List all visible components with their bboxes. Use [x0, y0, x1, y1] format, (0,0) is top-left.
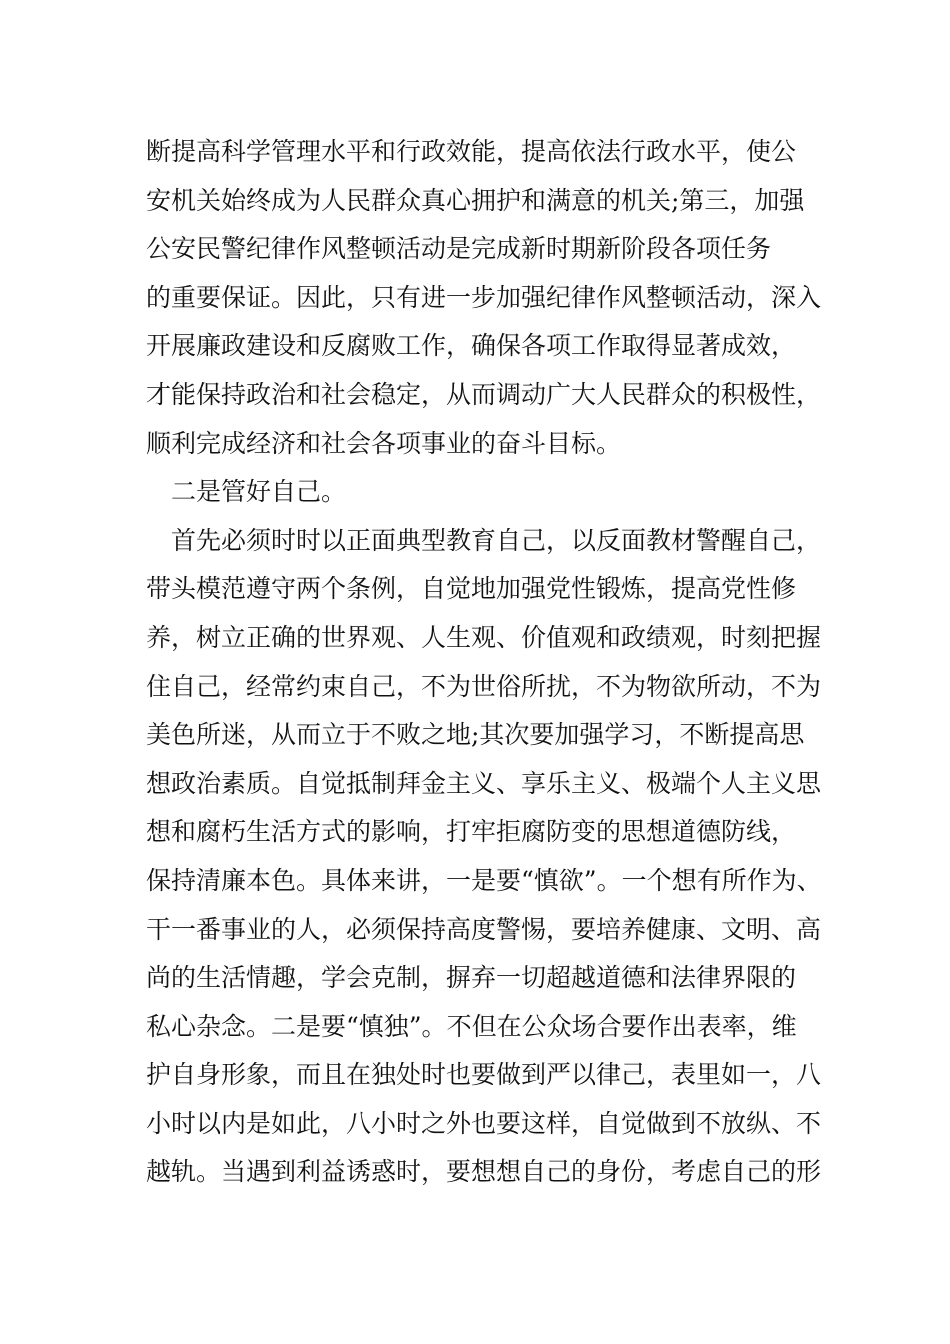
text-line: 私心杂念。二是要“慎独”。不但在公众场合要作出表率，维 [146, 1011, 797, 1041]
text-line: 美色所迷，从而立于不败之地;其次要加强学习，不断提高思 [146, 720, 805, 750]
text-line: 住自己，经常约束自己，不为世俗所扰，不为物欲所动，不为 [146, 671, 822, 701]
text-line: 带头模范遵守两个条例，自觉地加强党性锻炼，提高党性修 [146, 574, 797, 604]
text-line: 断提高科学管理水平和行政效能，提高依法行政水平，使公 [146, 137, 797, 166]
text-line: 想和腐朽生活方式的影响，打牢拒腐防变的思想道德防线， [146, 817, 797, 847]
text-line: 首先必须时时以正面典型教育自己，以反面教材警醒自己， [171, 525, 822, 555]
text-line: 才能保持政治和社会稳定，从而调动广大人民群众的积极性， [146, 379, 822, 409]
text-line: 的重要保证。因此，只有进一步加强纪律作风整顿活动，深入 [146, 282, 822, 312]
text-line: 小时以内是如此，八小时之外也要这样，自觉做到不放纵、不 [146, 1108, 822, 1138]
body-text [146, 128, 836, 1197]
text-line: 开展廉政建设和反腐败工作，确保各项工作取得显著成效， [146, 331, 797, 361]
text-line: 尚的生活情趣，学会克制，摒弃一切超越道德和法律界限的 [146, 963, 797, 993]
text-line: 养，树立正确的世界观、人生观、价值观和政绩观，时刻把握 [146, 622, 822, 652]
text-line: 干一番事业的人，必须保持高度警惕，要培养健康、文明、高 [146, 914, 822, 944]
text-line: 顺利完成经济和社会各项事业的奋斗目标。 [146, 428, 622, 458]
text-line: 越轨。当遇到利益诱惑时，要想想自己的身份，考虑自己的形 [146, 1157, 822, 1187]
text-line: 保持清廉本色。具体来讲，一是要“慎欲”。一个想有所作为、 [146, 865, 822, 895]
text-line: 安机关始终成为人民群众真心拥护和满意的机关;第三，加强 [146, 185, 805, 215]
text-line: 公安民警纪律作风整顿活动是完成新时期新阶段各项任务 [146, 234, 772, 264]
text-line: 想政治素质。自觉抵制拜金主义、享乐主义、极端个人主义思 [146, 768, 822, 798]
text-line: 护自身形象，而且在独处时也要做到严以律己，表里如一，八 [146, 1060, 822, 1090]
text-line: 二是管好自己。 [171, 477, 347, 507]
